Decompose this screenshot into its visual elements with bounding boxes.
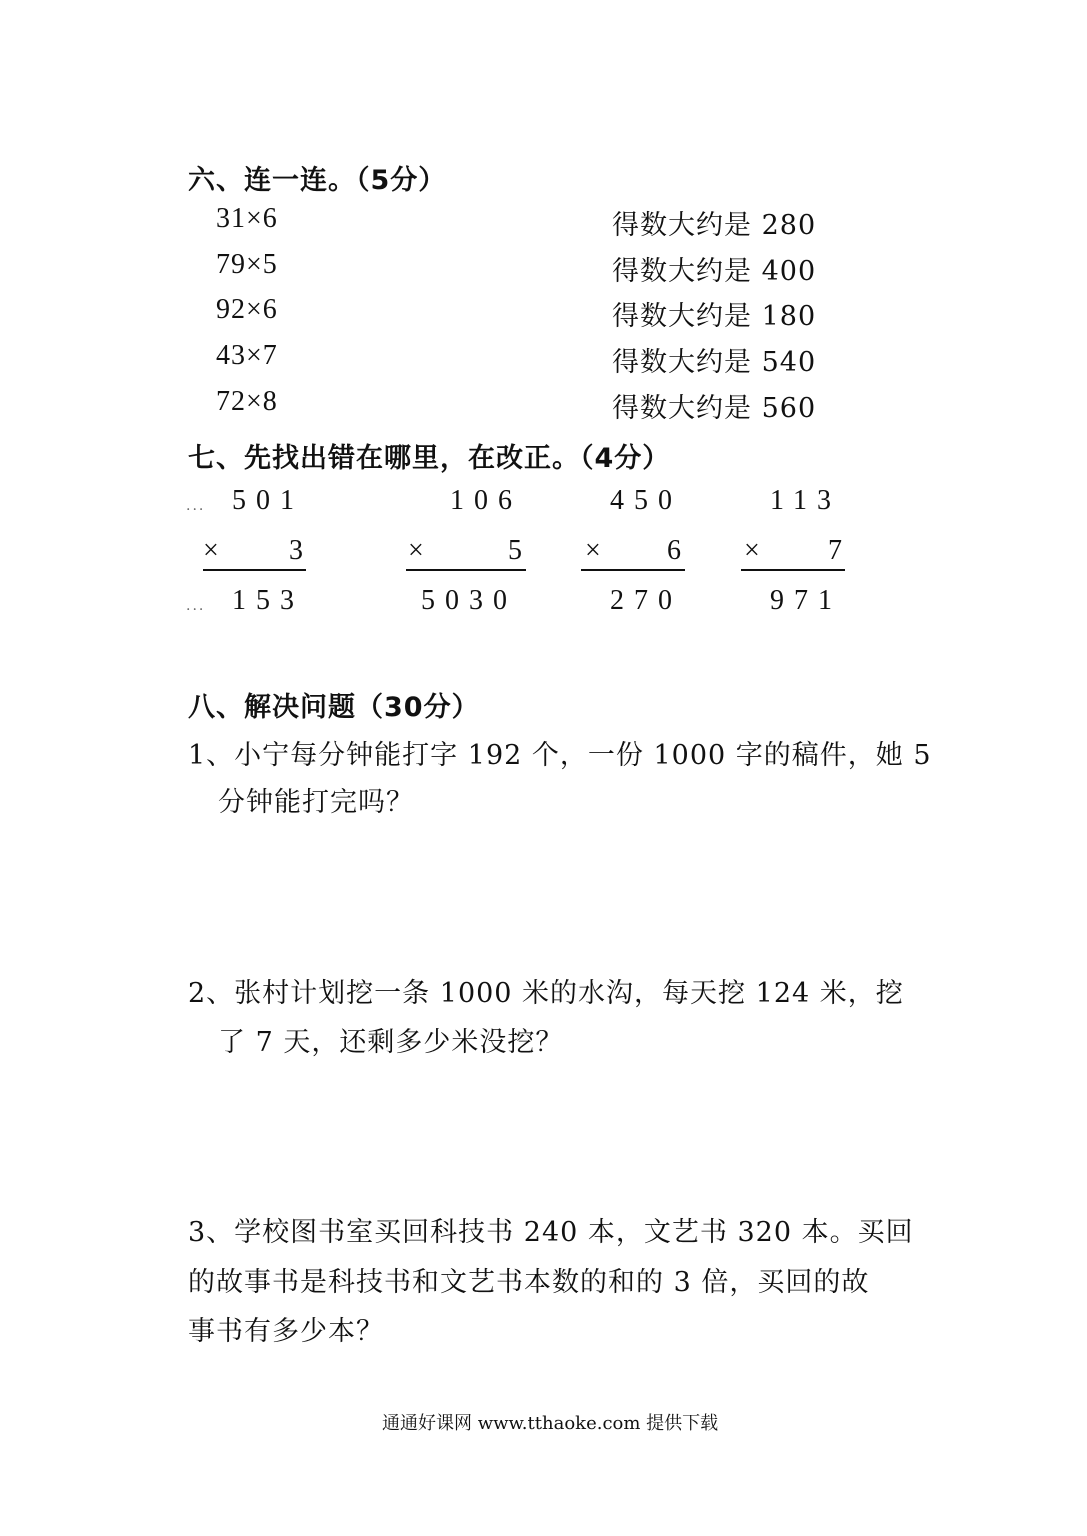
question3-line3: 事书有多少本？ <box>188 1316 384 1347</box>
problem3-product: 270 <box>610 585 682 616</box>
problem1-multiplicand: 501 <box>232 485 304 516</box>
section6-heading: 六、连一连。（5分） <box>188 165 447 196</box>
match-left-5: 72×8 <box>216 386 278 417</box>
problem4-multiplier: 7 <box>828 535 842 566</box>
match-right-1: 得数大约是 280 <box>612 210 817 241</box>
section8-heading: 八、解决问题（30分） <box>188 692 480 723</box>
problem1-rule <box>203 569 306 571</box>
match-right-2: 得数大约是 400 <box>612 256 817 287</box>
question1-line2: 分钟能打完吗？ <box>218 787 414 818</box>
footer-text: 通通好课网 www.tthaoke.com 提供下载 <box>382 1413 719 1434</box>
problem4-multiplicand: 113 <box>770 485 841 516</box>
problem1-times-sign: × <box>203 535 219 566</box>
question2-line2: 了 7 天，还剩多少米没挖？ <box>218 1027 564 1058</box>
match-right-5: 得数大约是 560 <box>612 393 817 424</box>
problem1-multiplier: 3 <box>289 535 303 566</box>
problem4-times-sign: × <box>744 535 760 566</box>
problem2-multiplicand: 106 <box>450 485 522 516</box>
problem3-times-sign: × <box>585 535 601 566</box>
decorative-dots: ... <box>186 498 206 514</box>
problem2-rule <box>406 569 526 571</box>
match-left-4: 43×7 <box>216 340 278 371</box>
question3-line2: 的故事书是科技书和文艺书本数的和的 3 倍，买回的故 <box>188 1267 870 1298</box>
question2-line1: 2、张村计划挖一条 1000 米的水沟，每天挖 124 米，挖 <box>188 978 904 1009</box>
problem1-product: 153 <box>232 585 304 616</box>
problem3-multiplicand: 450 <box>610 485 682 516</box>
question3-line1: 3、学校图书室买回科技书 240 本，文艺书 320 本。买回 <box>188 1217 914 1248</box>
problem3-rule <box>581 569 685 571</box>
match-left-1: 31×6 <box>216 203 278 234</box>
problem4-product: 971 <box>770 585 842 616</box>
problem2-product: 5030 <box>421 585 517 616</box>
problem3-multiplier: 6 <box>667 535 681 566</box>
match-right-3: 得数大约是 180 <box>612 301 817 332</box>
problem2-times-sign: × <box>408 535 424 566</box>
section7-heading: 七、先找出错在哪里，在改正。（4分） <box>188 443 671 474</box>
match-right-4: 得数大约是 540 <box>612 347 817 378</box>
problem2-multiplier: 5 <box>508 535 522 566</box>
decorative-dots: ... <box>186 598 206 614</box>
match-left-3: 92×6 <box>216 294 278 325</box>
question1-line1: 1、小宁每分钟能打字 192 个，一份 1000 字的稿件，她 5 <box>188 740 932 771</box>
problem4-rule <box>741 569 845 571</box>
match-left-2: 79×5 <box>216 249 278 280</box>
